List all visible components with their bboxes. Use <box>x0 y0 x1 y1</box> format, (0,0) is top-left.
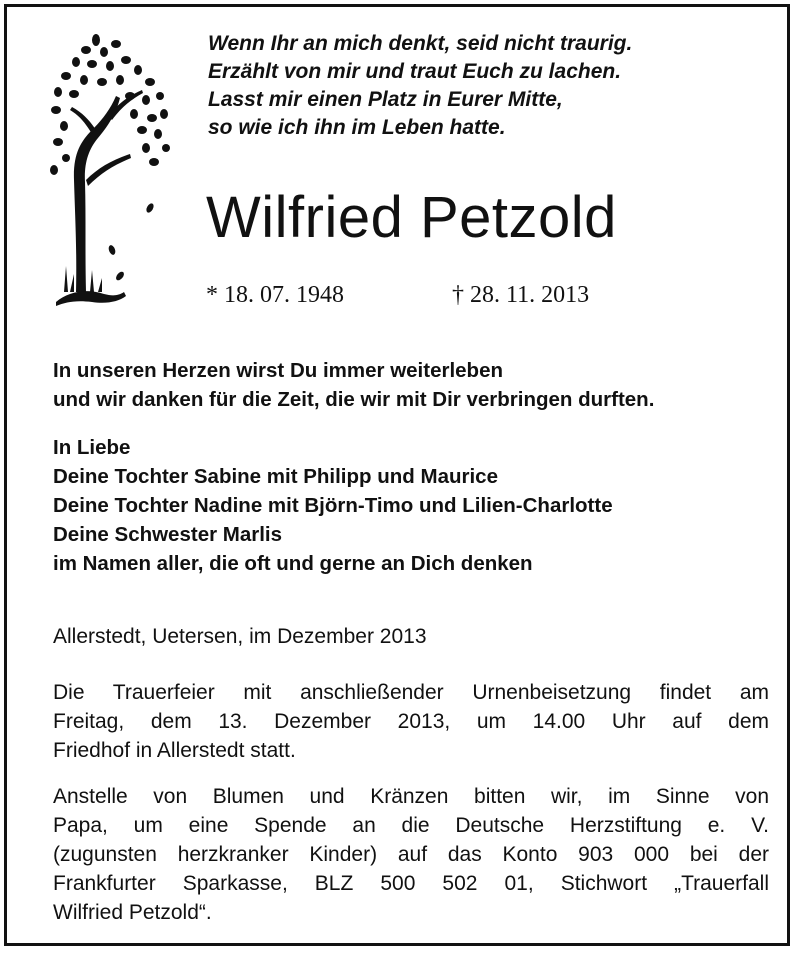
donation-line: Papa, um eine Spende an die Deutsche Herzstiftung e. V. <box>53 814 769 837</box>
death-date: † 28. 11. 2013 <box>452 282 590 308</box>
mourners-line: In Liebe <box>53 436 131 459</box>
birth-date: * 18. 07. 1948 <box>206 282 344 308</box>
tribute-text <box>53 356 773 414</box>
mourners-list <box>53 433 773 578</box>
funeral-line: Friedhof in Allerstedt statt. <box>53 739 296 762</box>
mourners-line: Deine Tochter Sabine mit Philipp und Maurice <box>53 465 498 488</box>
mourners-line: Deine Tochter Nadine mit Björn-Timo und Lilien-Charlotte <box>53 494 613 517</box>
tree-icon <box>46 30 172 310</box>
mourners-line: im Namen aller, die oft und gerne an Dich denken <box>53 552 533 575</box>
tribute-line: und wir danken für die Zeit, die wir mit Dir verbringen durften. <box>53 388 655 411</box>
deceased-name: Wilfried Petzold <box>206 185 617 250</box>
funeral-line: Freitag, dem 13. Dezember 2013, um 14.00 Uhr auf dem <box>53 710 769 733</box>
poem-line: Erzählt von mir und traut Euch zu lachen. <box>208 60 622 83</box>
donation-line: (zugunsten herzkranker Kinder) auf das Konto 903 000 bei der <box>53 843 769 866</box>
donation-line: Wilfried Petzold“. <box>53 901 212 924</box>
donation-line: Anstelle von Blumen und Kränzen bitten wir, im Sinne von <box>53 785 769 808</box>
place-date: Allerstedt, Uetersen, im Dezember 2013 <box>53 625 427 648</box>
donation-line: Frankfurter Sparkasse, BLZ 500 502 01, Stichwort „Trauerfall <box>53 872 769 895</box>
mourners-line: Deine Schwester Marlis <box>53 523 283 546</box>
donation-notice <box>53 782 769 927</box>
poem-line: Lasst mir einen Platz in Eurer Mitte, <box>208 88 563 111</box>
tribute-line: In unseren Herzen wirst Du immer weiterleben <box>53 359 503 382</box>
funeral-line: Die Trauerfeier mit anschließender Urnenbeisetzung findet am <box>53 681 769 704</box>
memorial-poem <box>208 30 768 142</box>
funeral-notice <box>53 678 769 765</box>
poem-line: so wie ich ihn im Leben hatte. <box>208 116 506 139</box>
poem-line: Wenn Ihr an mich denkt, seid nicht traurig. <box>208 32 633 55</box>
